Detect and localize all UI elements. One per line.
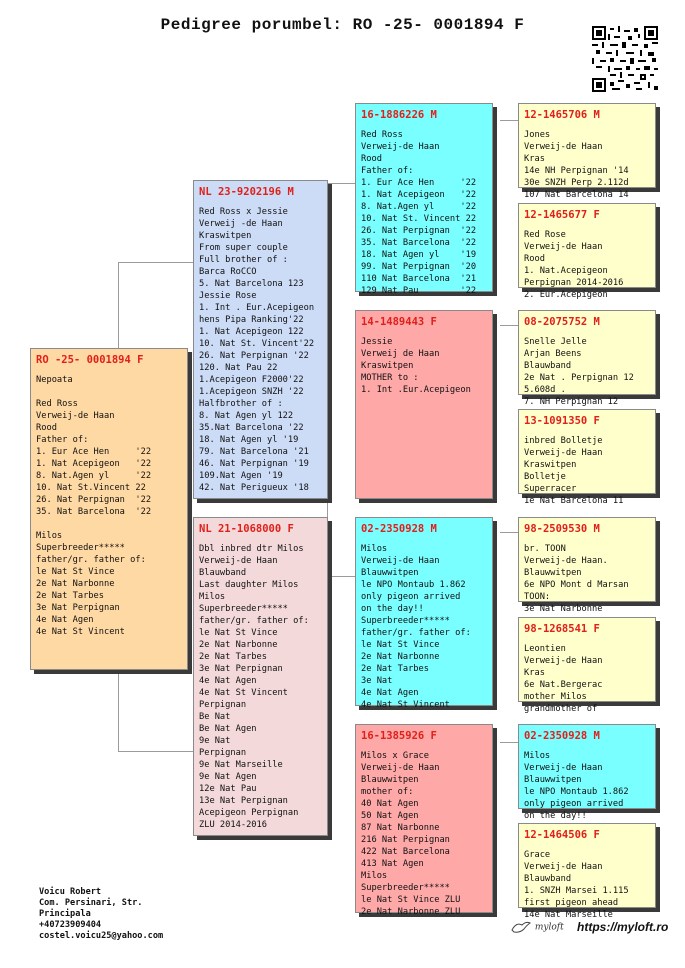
detail-line: mother Milos: [524, 692, 587, 702]
detail-line: [36, 518, 182, 530]
detail-line: 18. Nat Agen yl '19: [199, 435, 299, 445]
detail-line: 8. Nat Agen yl 122: [199, 411, 294, 421]
detail-line: 35.Nat Barcelona '22: [199, 423, 304, 433]
qr-code-icon: [592, 26, 658, 92]
detail-line: Father of:: [36, 435, 89, 445]
detail-line: 1. Nat Acepigeon 122: [199, 327, 304, 337]
connector-line: [500, 532, 518, 533]
detail-line: 1e Nat Barcelona 11: [524, 496, 624, 506]
detail-line: Acepigeon Perpignan: [199, 808, 299, 818]
detail-line: 9e Nat: [199, 736, 231, 746]
detail-line: Jessie: [361, 337, 393, 347]
detail-line: 2e Nat Tarbes: [361, 664, 429, 674]
detail-line: Nepoata: [36, 375, 73, 385]
detail-line: hens Pipa Ranking'22: [199, 315, 304, 325]
detail-line: Verweij-de Haan: [524, 862, 603, 872]
pigeon-details: [356, 744, 492, 918]
detail-line: Superbreeder*****: [361, 883, 450, 893]
detail-line: Jones: [524, 130, 551, 140]
detail-line: Blauwwitpen: [361, 568, 419, 578]
detail-line: Milos: [524, 751, 551, 761]
detail-line: le Nat St Vince: [199, 628, 278, 638]
detail-line: 50 Nat Agen: [361, 811, 419, 821]
detail-line: father/gr. father of:: [199, 616, 309, 626]
detail-line: 3e Nat: [361, 676, 393, 686]
detail-line: 12e Nat Pau: [199, 784, 257, 794]
detail-line: Arjan Beens: [524, 349, 582, 359]
ring-number: 12-1465677 F: [524, 209, 600, 221]
detail-line: father/gr. father of:: [36, 555, 146, 565]
pigeon-card-sire-dam[interactable]: [355, 310, 493, 499]
detail-line: Blauwwitpen: [524, 568, 582, 578]
detail-line: Milos x Grace: [361, 751, 429, 761]
connector-line: [500, 742, 518, 743]
ring-number: 12-1465706 M: [524, 109, 600, 121]
pigeon-details: [356, 123, 492, 297]
detail-line: Principala: [39, 909, 91, 919]
detail-line: 8. Nat.Agen yl '22: [361, 202, 477, 212]
detail-line: Verweij-de Haan: [361, 556, 440, 566]
ring-number: 98-2509530 M: [524, 523, 600, 535]
detail-line: 1. Int .Eur.Acepigeon: [361, 385, 471, 395]
detail-line: 1. SNZH Marsei 1.115: [524, 886, 629, 896]
detail-line: 4e Nat Agen: [36, 615, 94, 625]
pigeon-card-ddd[interactable]: [518, 823, 656, 920]
page-title: Pedigree porumbel: RO -25- 0001894 F: [160, 16, 525, 34]
detail-line: 2e Nat Tarbes: [36, 591, 104, 601]
detail-line: Voicu Robert: [39, 887, 102, 897]
detail-line: 42. Nat Perigueux '18: [199, 483, 309, 493]
pigeon-card-dsd[interactable]: [518, 617, 656, 714]
detail-line: 1. Nat Acepigeon '22: [361, 190, 477, 200]
detail-line: 87 Nat Narbonne: [361, 823, 440, 833]
detail-line: Milos: [199, 592, 226, 602]
detail-line: le Nat St Vince ZLU: [361, 895, 461, 905]
ring-number: 08-2075752 M: [524, 316, 600, 328]
detail-line: mother of:: [361, 787, 414, 797]
detail-line: 2e Nat Narbonne: [361, 652, 440, 662]
connector-line: [500, 325, 518, 326]
detail-line: 129 Nat Pau '22: [361, 286, 477, 296]
detail-line: 5.608d .: [524, 385, 566, 395]
detail-line: Last daughter Milos: [199, 580, 299, 590]
detail-line: 14e Nat Marseille: [524, 910, 613, 920]
ring-number: 16-1385926 F: [361, 730, 437, 742]
connector-line: [118, 262, 119, 350]
pigeon-details: [519, 843, 655, 921]
detail-line: Superbreeder*****: [36, 543, 125, 553]
detail-line: 10. Nat St. Vincent 22: [361, 214, 477, 224]
detail-line: Blauwband: [524, 874, 572, 884]
detail-line: Verweij-de Haan: [524, 448, 603, 458]
detail-line: Blauwwitpen: [361, 775, 419, 785]
detail-line: 1. Eur Ace Hen '22: [361, 178, 477, 188]
detail-line: Rood: [524, 254, 545, 264]
detail-line: Verweij de Haan: [361, 349, 440, 359]
detail-line: Perpignan: [199, 748, 247, 758]
ring-number: 14-1489443 F: [361, 316, 437, 328]
pigeon-details: [519, 429, 655, 507]
detail-line: 1.Acepigeon SNZH '22: [199, 387, 304, 397]
detail-line: Blauwband: [199, 568, 247, 578]
pigeon-details: [519, 223, 655, 301]
connector-line: [118, 751, 194, 752]
detail-line: Jessie Rose: [199, 291, 257, 301]
pigeon-details: [356, 330, 492, 396]
detail-line: Full brother of :: [199, 255, 288, 265]
detail-line: 30e SNZH Perp 2.112d: [524, 178, 629, 188]
detail-line: 422 Nat Barcelona: [361, 847, 450, 857]
detail-line: 1.Acepigeon F2000'22: [199, 375, 304, 385]
detail-line: 26. Nat Perpignan '22: [361, 226, 477, 236]
pigeon-details: [356, 537, 492, 711]
detail-line: Be Nat Agen: [199, 724, 257, 734]
detail-line: 216 Nat Perpignan: [361, 835, 450, 845]
detail-line: [36, 386, 182, 398]
detail-line: 79. Nat Barcelona '21: [199, 447, 309, 457]
ring-number: NL 23-9202196 M: [199, 186, 294, 198]
connector-line: [327, 576, 355, 577]
detail-line: 4e Nat St Vincent: [36, 627, 125, 637]
connector-line: [118, 262, 194, 263]
detail-line: 4e Nat St Vincent: [361, 700, 450, 710]
pigeon-card-dam-sire[interactable]: [355, 517, 493, 710]
detail-line: Milos: [361, 871, 388, 881]
detail-line: 35. Nat Barcelona '22: [361, 238, 477, 248]
detail-line: 8. Nat.Agen yl '22: [36, 471, 152, 481]
breeder-contact: [39, 887, 163, 942]
detail-line: Verweij-de Haan.: [524, 556, 608, 566]
detail-line: 4e Nat Agen: [199, 676, 257, 686]
ring-number: 02-2350928 M: [524, 730, 600, 742]
detail-line: Red Ross: [36, 399, 78, 409]
detail-line: 10. Nat St.Vincent 22: [36, 483, 146, 493]
pigeon-card-root[interactable]: [30, 348, 188, 670]
detail-line: 110 Nat Barcelona '21: [361, 274, 477, 284]
detail-line: Rood: [36, 423, 57, 433]
detail-line: Superracer: [524, 484, 577, 494]
detail-line: 107 Nat Barcelona 14: [524, 190, 629, 200]
detail-line: Be Nat: [199, 712, 231, 722]
detail-line: Verweij-de Haan: [199, 556, 278, 566]
detail-line: 99. Nat Perpignan '20: [361, 262, 477, 272]
detail-line: 1. Eur Ace Hen '22: [36, 447, 152, 457]
detail-line: Kraswitpen: [199, 231, 252, 241]
detail-line: Milos: [36, 531, 63, 541]
detail-line: Dbl inbred dtr Milos: [199, 544, 304, 554]
detail-line: 9e Nat Marseille: [199, 760, 283, 770]
detail-line: 14e NH Perpignan '14: [524, 166, 629, 176]
pigeon-details: [194, 200, 327, 494]
pigeon-card-sss[interactable]: [518, 103, 656, 200]
detail-line: Blauwwitpen: [524, 775, 582, 785]
detail-line: Superbreeder*****: [199, 604, 288, 614]
detail-line: 2e Nat . Perpignan 12: [524, 373, 634, 383]
detail-line: Milos: [361, 544, 388, 554]
pigeon-card-dss[interactable]: [518, 517, 656, 614]
pigeon-details: [519, 637, 655, 715]
detail-line: 35. Nat Barcelona '22: [36, 507, 152, 517]
detail-line: 6e Nat.Bergerac: [524, 680, 603, 690]
pigeon-details: [519, 330, 655, 408]
detail-line: br. TOON: [524, 544, 566, 554]
detail-line: Verweij-de Haan: [361, 763, 440, 773]
detail-line: From super couple: [199, 243, 288, 253]
detail-line: Verweij-de Haan: [524, 763, 603, 773]
detail-line: only pigeon arrived: [524, 799, 624, 809]
detail-line: Verweij-de Haan: [524, 242, 603, 252]
pigeon-details: [519, 744, 655, 822]
detail-line: Snelle Jelle: [524, 337, 587, 347]
detail-line: Halfbrother of :: [199, 399, 283, 409]
detail-line: Grace: [524, 850, 551, 860]
detail-line: 120. Nat Pau 22: [199, 363, 278, 373]
detail-line: Verweij-de Haan: [524, 656, 603, 666]
detail-line: le Nat St Vince: [361, 640, 440, 650]
detail-line: Kraswitpen: [524, 460, 577, 470]
ring-number: 13-1091350 F: [524, 415, 600, 427]
detail-line: le Nat St Vince: [36, 567, 115, 577]
detail-line: first pigeon ahead: [524, 898, 619, 908]
detail-line: Verweij-de Haan: [524, 142, 603, 152]
pigeon-card-sdd[interactable]: [518, 409, 656, 506]
detail-line: le NPO Montaub 1.862: [524, 787, 629, 797]
detail-line: on the day!!: [524, 811, 587, 821]
detail-line: 18. Nat Agen yl '19: [361, 250, 477, 260]
pigeon-details: [31, 368, 187, 638]
detail-line: grandmother of: [524, 704, 598, 714]
detail-line: 46. Nat Perpignan '19: [199, 459, 309, 469]
detail-line: 6e NPO Mont d Marsan: [524, 580, 629, 590]
detail-line: 4e Nat St Vincent: [199, 688, 288, 698]
pigeon-details: [519, 123, 655, 201]
pigeon-card-dam-dam[interactable]: [355, 724, 493, 917]
ring-number: 16-1886226 M: [361, 109, 437, 121]
detail-line: 9e Nat Agen: [199, 772, 257, 782]
detail-line: 5. Nat Barcelona 123: [199, 279, 304, 289]
detail-line: father/gr. father of:: [361, 628, 471, 638]
detail-line: 3e Nat Perpignan: [199, 664, 283, 674]
detail-line: Leontien: [524, 644, 566, 654]
detail-line: Kras: [524, 668, 545, 678]
ring-number: RO -25- 0001894 F: [36, 354, 144, 366]
ring-number: 12-1464506 F: [524, 829, 600, 841]
detail-line: Father of:: [361, 166, 414, 176]
detail-line: Red Ross x Jessie: [199, 207, 288, 217]
pigeon-card-dam[interactable]: [193, 517, 328, 836]
detail-line: Red Ross: [361, 130, 403, 140]
detail-line: 3e Nat Narbonne: [524, 604, 603, 614]
detail-line: only pigeon arrived: [361, 592, 461, 602]
detail-line: 2e Nat Tarbes: [199, 652, 267, 662]
pigeon-details: [519, 537, 655, 615]
detail-line: Perpignan: [199, 700, 247, 710]
pigeon-card-sire[interactable]: [193, 180, 328, 499]
detail-line: 10. Nat St. Vincent'22: [199, 339, 315, 349]
detail-line: Kraswitpen: [361, 361, 414, 371]
myloft-logo: [510, 920, 564, 934]
pigeon-card-sds[interactable]: [518, 310, 656, 407]
connector-line: [500, 120, 518, 121]
detail-line: Red Rose: [524, 230, 566, 240]
connector-line: [118, 669, 119, 751]
detail-line: Verweij -de Haan: [199, 219, 283, 229]
detail-line: 2e Nat Narbonne ZLU: [361, 907, 461, 917]
detail-line: 2e Nat Narbonne: [199, 640, 278, 650]
pigeon-logo-icon: [510, 920, 532, 934]
detail-line: Superbreeder*****: [361, 616, 450, 626]
detail-line: 413 Nat Agen: [361, 859, 424, 869]
detail-line: +40723909404: [39, 920, 102, 930]
pigeon-card-dds[interactable]: [518, 724, 656, 821]
connector-line: [327, 183, 355, 184]
pigeon-card-ssd[interactable]: [518, 203, 656, 300]
detail-line: Verweij-de Haan: [36, 411, 115, 421]
detail-line: le NPO Montaub 1.862: [361, 580, 466, 590]
detail-line: Bolletje: [524, 472, 566, 482]
logo-text: myloft: [534, 922, 564, 933]
detail-line: Barca RoCCO: [199, 267, 257, 277]
detail-line: Blauwband: [524, 361, 572, 371]
detail-line: Perpignan 2014-2016: [524, 278, 624, 288]
detail-line: Com. Persinari, Str.: [39, 898, 143, 908]
detail-line: 26. Nat Perpignan '22: [199, 351, 309, 361]
pigeon-details: [194, 537, 327, 831]
detail-line: 7. NH Perpignan 12: [524, 397, 619, 407]
ring-number: 02-2350928 M: [361, 523, 437, 535]
detail-line: 4e Nat Agen: [361, 688, 419, 698]
detail-line: 109.Nat Agen '19: [199, 471, 283, 481]
detail-line: 1. Nat.Acepigeon: [524, 266, 608, 276]
detail-line: Kras: [524, 154, 545, 164]
ring-number: 98-1268541 F: [524, 623, 600, 635]
detail-line: 40 Nat Agen: [361, 799, 419, 809]
detail-line: 13e Nat Perpignan: [199, 796, 288, 806]
detail-line: 2. Eur.Acepigeon: [524, 290, 608, 300]
detail-line: TOON:: [524, 592, 551, 602]
detail-line: Rood: [361, 154, 382, 164]
detail-line: 2e Nat Narbonne: [36, 579, 115, 589]
detail-line: 3e Nat Perpignan: [36, 603, 120, 613]
detail-line: 1. Int . Eur.Acepigeon: [199, 303, 315, 313]
detail-line: ZLU 2014-2016: [199, 820, 267, 830]
ring-number: NL 21-1068000 F: [199, 523, 294, 535]
website-link[interactable]: https://myloft.ro: [577, 920, 669, 934]
pigeon-card-sire-sire[interactable]: [355, 103, 493, 296]
detail-line: costel.voicu25@yahoo.com: [39, 931, 164, 941]
detail-line: 26. Nat Perpignan '22: [36, 495, 152, 505]
detail-line: on the day!!: [361, 604, 424, 614]
detail-line: Verweij-de Haan: [361, 142, 440, 152]
detail-line: MOTHER to :: [361, 373, 419, 383]
detail-line: 1. Nat Acepigeon '22: [36, 459, 152, 469]
detail-line: inbred Bolletje: [524, 436, 603, 446]
